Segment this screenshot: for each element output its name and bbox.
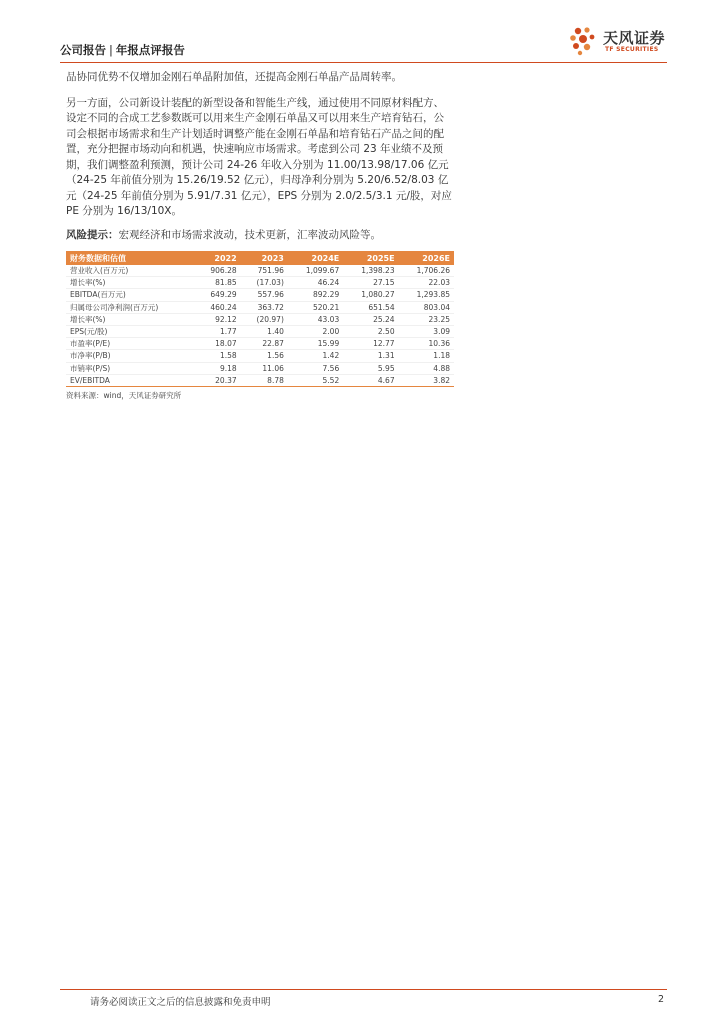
table-header-cell: 2022 bbox=[195, 251, 241, 265]
table-cell: 11.06 bbox=[241, 362, 288, 374]
table-cell: 803.04 bbox=[399, 301, 454, 313]
logo-chinese-name: 天风证券 bbox=[603, 29, 666, 47]
table-cell: 46.24 bbox=[288, 277, 343, 289]
flower-logo-icon bbox=[569, 26, 599, 56]
table-cell: 2.50 bbox=[343, 325, 398, 337]
table-cell: 649.29 bbox=[195, 289, 241, 301]
row-label: 归属母公司净利润(百万元) bbox=[66, 301, 195, 313]
table-row bbox=[66, 289, 454, 301]
data-source: 资料来源：wind，天风证券研究所 bbox=[66, 390, 182, 400]
table-cell: 460.24 bbox=[195, 301, 241, 313]
table-cell: 22.87 bbox=[241, 338, 288, 350]
page-header bbox=[60, 29, 667, 60]
table-cell: 81.85 bbox=[195, 277, 241, 289]
row-label: 市盈率(P/E) bbox=[66, 338, 195, 350]
table-cell: 1.77 bbox=[195, 325, 241, 337]
table-header-cell: 财务数据和估值 bbox=[66, 251, 195, 265]
table-cell: 1,080.27 bbox=[343, 289, 398, 301]
financial-table bbox=[66, 251, 454, 387]
table-cell: 1,398.23 bbox=[343, 265, 398, 277]
table-body bbox=[66, 265, 454, 386]
row-label: 市净率(P/B) bbox=[66, 350, 195, 362]
table-cell: 5.52 bbox=[288, 374, 343, 386]
table-cell: (17.03) bbox=[241, 277, 288, 289]
table-cell: 1.31 bbox=[343, 350, 398, 362]
table-cell: 1.42 bbox=[288, 350, 343, 362]
risk-label: 风险提示： bbox=[66, 228, 119, 241]
row-label: 市销率(P/S) bbox=[66, 362, 195, 374]
table-row bbox=[66, 313, 454, 325]
table-row bbox=[66, 362, 454, 374]
report-type: 公司报告 bbox=[60, 43, 106, 57]
table-cell: 1.18 bbox=[399, 350, 454, 362]
row-label: 增长率(%) bbox=[66, 277, 195, 289]
table-cell: 12.77 bbox=[343, 338, 398, 350]
risk-warning bbox=[66, 228, 454, 244]
table-cell: 27.15 bbox=[343, 277, 398, 289]
table-cell: 557.96 bbox=[241, 289, 288, 301]
table-cell: 651.54 bbox=[343, 301, 398, 313]
footer-divider bbox=[60, 989, 667, 990]
table-row bbox=[66, 325, 454, 337]
table-header-row bbox=[66, 251, 454, 265]
table-cell: 92.12 bbox=[195, 313, 241, 325]
table-cell: 4.88 bbox=[399, 362, 454, 374]
header-separator: | bbox=[109, 43, 113, 57]
table-cell: 22.03 bbox=[399, 277, 454, 289]
table-cell: 10.36 bbox=[399, 338, 454, 350]
table-cell: 1,099.67 bbox=[288, 265, 343, 277]
report-subtype: 年报点评报告 bbox=[115, 43, 185, 57]
table-cell: (20.97) bbox=[241, 313, 288, 325]
table-cell: 520.21 bbox=[288, 301, 343, 313]
table-cell: 2.00 bbox=[288, 325, 343, 337]
table-row bbox=[66, 350, 454, 362]
table-cell: 1,706.26 bbox=[399, 265, 454, 277]
header-divider bbox=[60, 62, 667, 63]
table-cell: 8.78 bbox=[241, 374, 288, 386]
row-label: EV/EBITDA bbox=[66, 374, 195, 386]
table-cell: 23.25 bbox=[399, 313, 454, 325]
paragraph-1: 品协同优势不仅增加金刚石单晶附加值，还提高金刚石单晶产品周转率。 bbox=[66, 71, 402, 83]
main-content bbox=[66, 70, 454, 401]
table-cell: 18.07 bbox=[195, 338, 241, 350]
table-row bbox=[66, 265, 454, 277]
table-cell: 15.99 bbox=[288, 338, 343, 350]
table-row bbox=[66, 277, 454, 289]
risk-text: 宏观经济和市场需求波动，技术更新，汇率波动风险等。 bbox=[118, 228, 381, 241]
paragraph-2: 另一方面，公司新设计装配的新型设备和智能生产线，通过使用不同原材料配方、设定不同的合成工艺参数既可以用来生产金刚石单晶又可以用来生产培育钻石，公司会根据市场需求和生产计划适时调整产能在金刚石单晶和培育钻石产品之间的配置，充分把握市场动向和机遇，快速响应市场需求。考虑到公司 23 年业绩不及预期，我们调整盈利预测，预计公司 24-26 年收入分别为 11.00/13.98/17.06 亿元（24-25 年前值分别为 15.26/19.52 亿元），归母净利分别为 5.20/6.52/8.03 亿元（24-25 年前值分别为 5.91/7.31 亿元），EPS 分别为 2.0/2.5/3.1 元/股，对应 PE 分别为 16/13/10X。 bbox=[66, 96, 452, 217]
table-cell: 1,293.85 bbox=[399, 289, 454, 301]
logo-english-name: TF SECURITIES bbox=[605, 46, 659, 53]
table-header-cell: 2025E bbox=[343, 251, 398, 265]
table-cell: 892.29 bbox=[288, 289, 343, 301]
table-row bbox=[66, 338, 454, 350]
table-cell: 363.72 bbox=[241, 301, 288, 313]
table-cell: 751.96 bbox=[241, 265, 288, 277]
row-label: EBITDA(百万元) bbox=[66, 289, 195, 301]
table-cell: 9.18 bbox=[195, 362, 241, 374]
row-label: 营业收入(百万元) bbox=[66, 265, 195, 277]
company-logo bbox=[569, 24, 667, 58]
table-cell: 3.82 bbox=[399, 374, 454, 386]
report-category bbox=[60, 42, 185, 58]
page-number: 2 bbox=[657, 994, 664, 1005]
table-cell: 1.40 bbox=[241, 325, 288, 337]
row-label: 增长率(%) bbox=[66, 313, 195, 325]
table-cell: 7.56 bbox=[288, 362, 343, 374]
table-cell: 3.09 bbox=[399, 325, 454, 337]
row-label: EPS(元/股) bbox=[66, 325, 195, 337]
table-row bbox=[66, 374, 454, 386]
disclaimer-text: 请务必阅读正文之后的信息披露和免责申明 bbox=[90, 997, 271, 1008]
table-cell: 43.03 bbox=[288, 313, 343, 325]
table-cell: 906.28 bbox=[195, 265, 241, 277]
table-header-cell: 2024E bbox=[288, 251, 343, 265]
table-cell: 4.67 bbox=[343, 374, 398, 386]
table-cell: 1.56 bbox=[241, 350, 288, 362]
table-cell: 1.58 bbox=[195, 350, 241, 362]
table-header-cell: 2023 bbox=[241, 251, 288, 265]
table-header-cell: 2026E bbox=[399, 251, 454, 265]
table-cell: 25.24 bbox=[343, 313, 398, 325]
table-row bbox=[66, 301, 454, 313]
table-cell: 5.95 bbox=[343, 362, 398, 374]
table-cell: 20.37 bbox=[195, 374, 241, 386]
